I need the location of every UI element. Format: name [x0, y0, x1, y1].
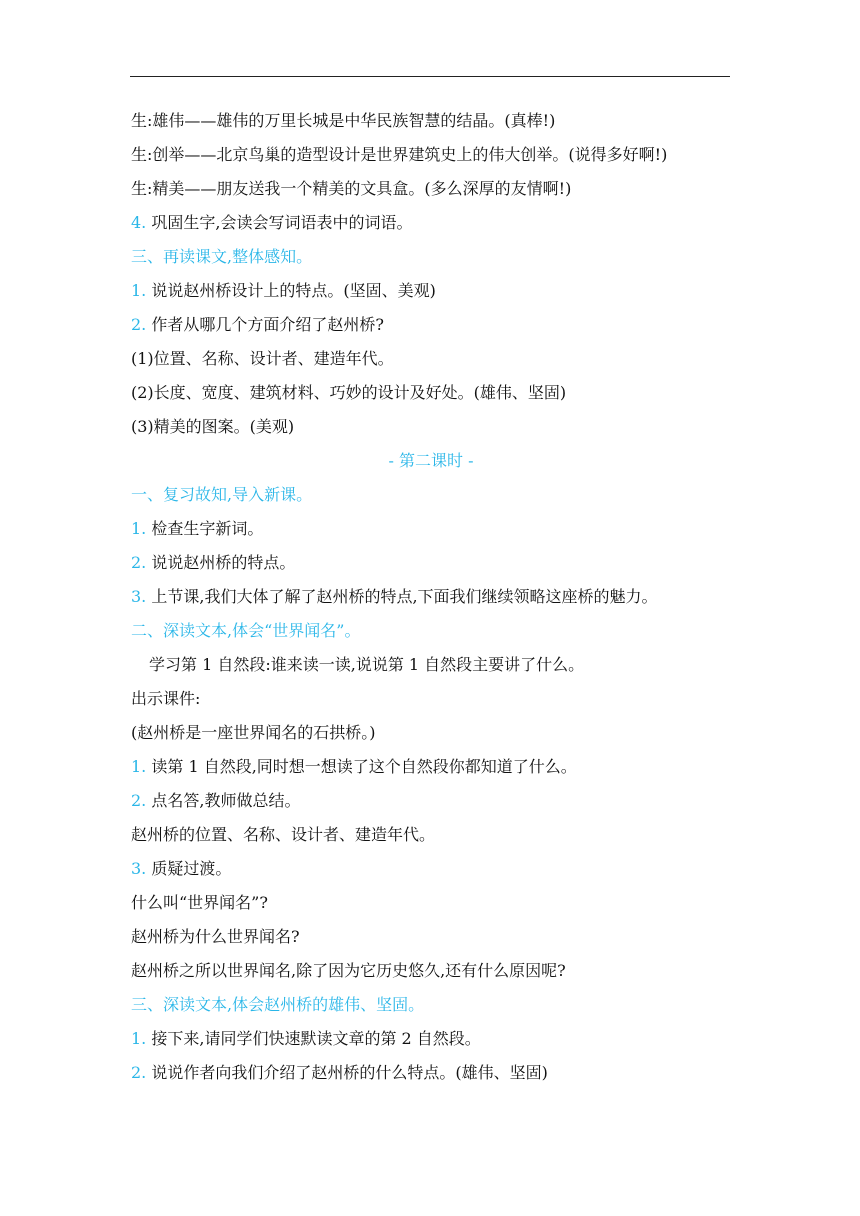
item-number: 1.: [131, 519, 147, 538]
numbered-item: [131, 206, 751, 240]
heading-text: 三、深读文本,体会赵州桥的雄伟、坚固。: [131, 995, 425, 1014]
paragraph-text: 生:精美——朋友送我一个精美的文具盒。(多么深厚的友情啊!): [131, 179, 572, 198]
paragraph-line: [131, 648, 751, 682]
paragraph-line: [131, 818, 751, 852]
item-number: 2.: [131, 315, 147, 334]
paragraph-text: (2)长度、宽度、建筑材料、巧妙的设计及好处。(雄伟、坚固): [131, 383, 567, 402]
section-heading: [131, 478, 751, 512]
item-number: 2.: [131, 553, 147, 572]
paragraph-line: [131, 716, 751, 750]
paragraph-line: [131, 172, 751, 206]
paragraph-text: (1)位置、名称、设计者、建造年代。: [131, 349, 394, 368]
paragraph-line: [131, 886, 751, 920]
numbered-item: [131, 274, 751, 308]
numbered-item: [131, 1022, 751, 1056]
paragraph-text: 赵州桥的位置、名称、设计者、建造年代。: [131, 825, 436, 844]
numbered-item: [131, 852, 751, 886]
item-number: 3.: [131, 859, 147, 878]
heading-text: 三、再读课文,整体感知。: [131, 247, 313, 266]
item-text: 检查生字新词。: [146, 519, 264, 538]
numbered-item: [131, 1056, 751, 1090]
item-number: 3.: [131, 587, 147, 606]
lesson-section-title: [131, 444, 731, 478]
paragraph-line: [131, 342, 751, 376]
heading-text: 一、复习故知,导入新课。: [131, 485, 313, 504]
paragraph-text: 出示课件:: [131, 689, 201, 708]
item-number: 1.: [131, 757, 147, 776]
paragraph-line: [131, 104, 751, 138]
paragraph-text: 生:雄伟——雄伟的万里长城是中华民族智慧的结晶。(真棒!): [131, 111, 556, 130]
item-number: 1.: [131, 1029, 147, 1048]
header-rule: [130, 76, 730, 77]
item-text: 上节课,我们大体了解了赵州桥的特点,下面我们继续领略这座桥的魅力。: [146, 587, 658, 606]
paragraph-line: [131, 682, 751, 716]
item-number: 2.: [131, 791, 147, 810]
paragraph-line: [131, 376, 751, 410]
numbered-item: [131, 512, 751, 546]
section-heading: [131, 988, 751, 1022]
numbered-item: [131, 784, 751, 818]
paragraph-text: 生:创举——北京鸟巢的造型设计是世界建筑史上的伟大创举。(说得多好啊!): [131, 145, 668, 164]
paragraph-text: (赵州桥是一座世界闻名的石拱桥。): [131, 723, 376, 742]
paragraph-line: [131, 138, 751, 172]
item-text: 点名答,教师做总结。: [146, 791, 301, 810]
item-number: 2.: [131, 1063, 147, 1082]
paragraph-line: [131, 954, 751, 988]
item-text: 说说赵州桥的特点。: [146, 553, 296, 572]
section-title-text: - 第二课时 -: [388, 451, 474, 470]
section-heading: [131, 240, 751, 274]
numbered-item: [131, 580, 751, 614]
paragraph-text: 赵州桥为什么世界闻名?: [131, 927, 300, 946]
item-text: 作者从哪几个方面介绍了赵州桥?: [146, 315, 384, 334]
item-number: 1.: [131, 281, 147, 300]
item-number: 4.: [131, 213, 147, 232]
paragraph-text: 什么叫“世界闻名”?: [131, 893, 268, 912]
numbered-item: [131, 546, 751, 580]
item-text: 说说赵州桥设计上的特点。(坚固、美观): [146, 281, 436, 300]
item-text: 质疑过渡。: [146, 859, 232, 878]
item-text: 说说作者向我们介绍了赵州桥的什么特点。(雄伟、坚固): [146, 1063, 548, 1082]
paragraph-text: 学习第 1 自然段:谁来读一读,说说第 1 自然段主要讲了什么。: [149, 655, 585, 674]
paragraph-line: [131, 410, 751, 444]
item-text: 读第 1 自然段,同时想一想读了这个自然段你都知道了什么。: [146, 757, 577, 776]
paragraph-text: 赵州桥之所以世界闻名,除了因为它历史悠久,还有什么原因呢?: [131, 961, 566, 980]
item-text: 巩固生字,会读会写词语表中的词语。: [146, 213, 413, 232]
document-body: [131, 104, 751, 1090]
section-heading: [131, 614, 751, 648]
paragraph-text: (3)精美的图案。(美观): [131, 417, 295, 436]
numbered-item: [131, 750, 751, 784]
paragraph-line: [131, 920, 751, 954]
numbered-item: [131, 308, 751, 342]
heading-text: 二、深读文本,体会“世界闻名”。: [131, 621, 361, 640]
item-text: 接下来,请同学们快速默读文章的第 2 自然段。: [146, 1029, 481, 1048]
